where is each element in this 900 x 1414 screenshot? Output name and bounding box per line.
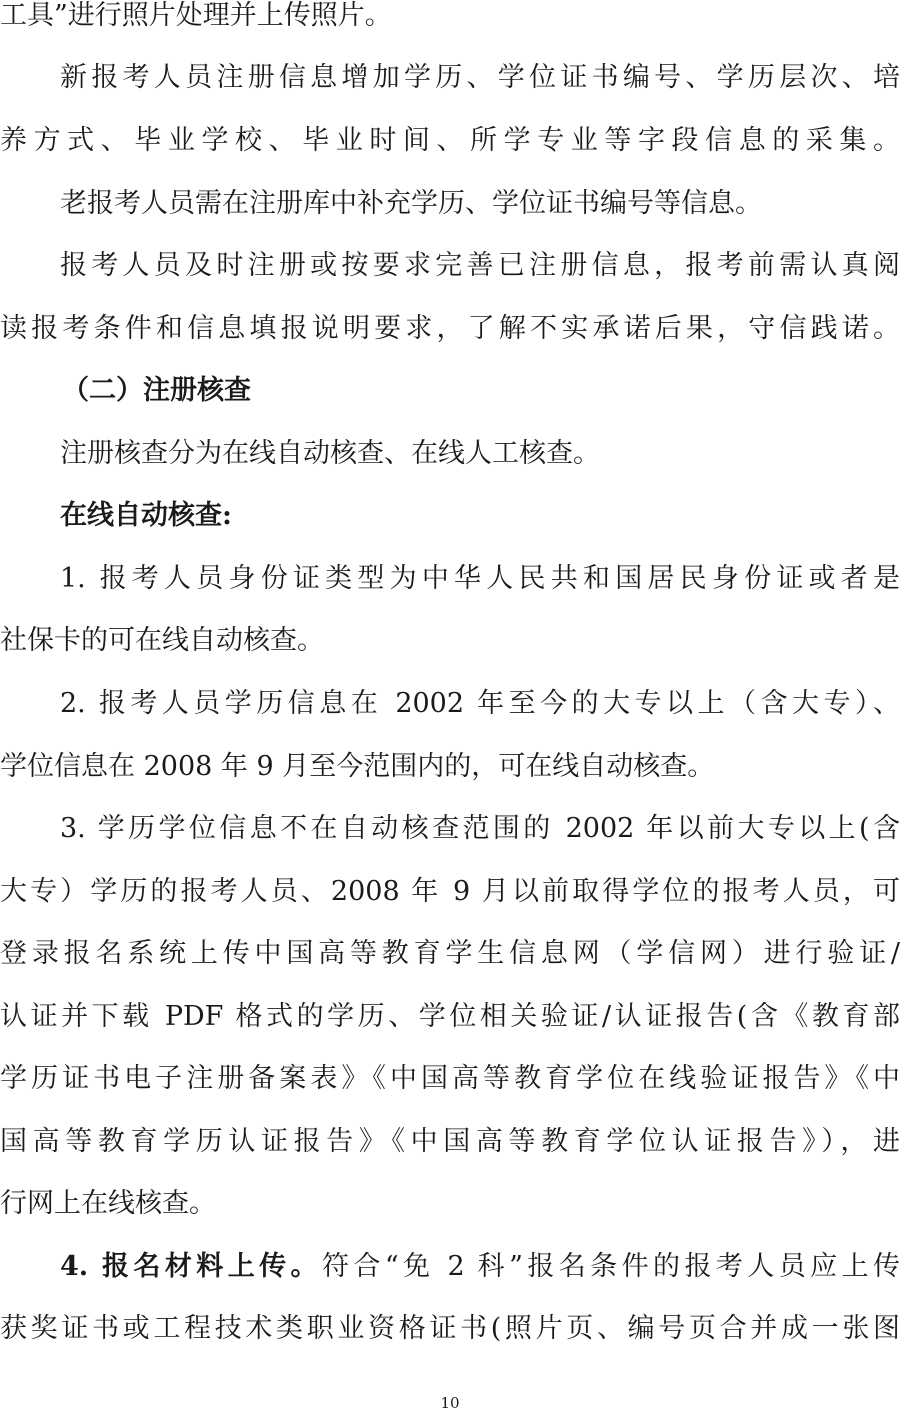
paragraph-line: 获奖证书或工程技术类职业资格证书(照片页、编号页合并成一张图 bbox=[0, 1313, 900, 1344]
item-4-label: 4. 报名材料上传。 bbox=[60, 1251, 322, 1282]
paragraph-line-item-4 bbox=[0, 1247, 900, 1287]
subsection-heading: 在线自动核查: bbox=[60, 500, 232, 531]
paragraph-line: 学位信息在 2008 年 9 月至今范围内的，可在线自动核查。 bbox=[0, 751, 715, 782]
paragraph-line: 1. 报考人员身份证类型为中华人民共和国居民身份证或者是 bbox=[60, 563, 900, 594]
paragraph-line: 报考人员及时注册或按要求完善已注册信息，报考前需认真阅 bbox=[60, 250, 900, 281]
paragraph-line: 国高等教育学历认证报告》《中国高等教育学位认证报告》），进 bbox=[0, 1126, 900, 1157]
paragraph-line: 新报考人员注册信息增加学历、学位证书编号、学历层次、培 bbox=[60, 62, 900, 93]
paragraph-line: 2. 报考人员学历信息在 2002 年至今的大专以上（含大专）、 bbox=[60, 688, 900, 719]
paragraph-line: 工具”进行照片处理并上传照片。 bbox=[0, 0, 392, 31]
section-heading: （二）注册核查 bbox=[62, 375, 251, 406]
paragraph-line: 养方式、毕业学校、毕业时间、所学专业等字段信息的采集。 bbox=[0, 125, 900, 156]
paragraph-line: 3. 学历学位信息不在自动核查范围的 2002 年以前大专以上(含 bbox=[60, 813, 900, 844]
paragraph-line: 行网上在线核查。 bbox=[0, 1188, 216, 1219]
item-4-text: 符合“免 2 科”报名条件的报考人员应上传 bbox=[321, 1251, 900, 1282]
paragraph-line: 大专）学历的报考人员、2008 年 9 月以前取得学位的报考人员，可 bbox=[0, 876, 900, 907]
paragraph-line: 认证并下载 PDF 格式的学历、学位相关验证/认证报告(含《教育部 bbox=[0, 1001, 900, 1032]
paragraph-line: 老报考人员需在注册库中补充学历、学位证书编号等信息。 bbox=[60, 188, 762, 219]
paragraph-line: 社保卡的可在线自动核查。 bbox=[0, 625, 324, 656]
paragraph-line: 读报考条件和信息填报说明要求，了解不实承诺后果，守信践诺。 bbox=[0, 313, 900, 344]
paragraph-line: 注册核查分为在线自动核查、在线人工核查。 bbox=[60, 438, 600, 469]
page-number: 10 bbox=[440, 1394, 460, 1412]
paragraph-line: 学历证书电子注册备案表》《中国高等教育学位在线验证报告》《中 bbox=[0, 1063, 900, 1094]
paragraph-line: 登录报名系统上传中国高等教育学生信息网（学信网）进行验证/ bbox=[0, 938, 900, 969]
